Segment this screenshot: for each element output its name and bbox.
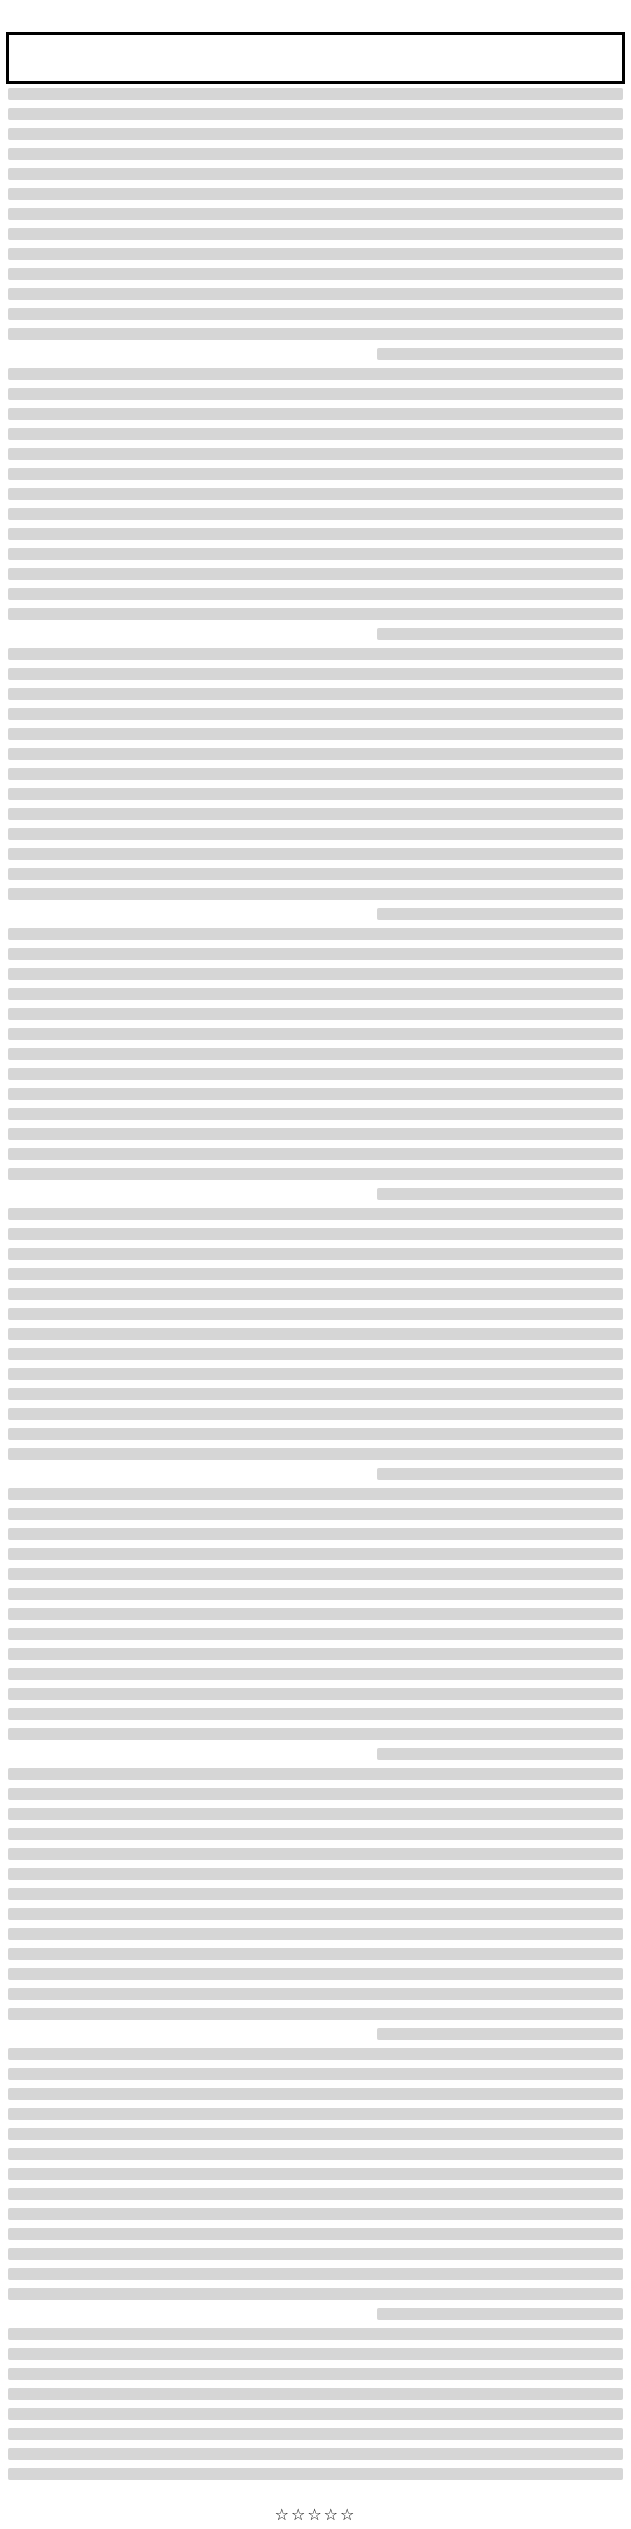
- article-line: [8, 368, 623, 380]
- article-line: [8, 788, 623, 800]
- article-line: [8, 2188, 623, 2200]
- article-line: [8, 1508, 623, 1520]
- article-line: [8, 1808, 623, 1820]
- article-line: [8, 1988, 623, 2000]
- article-line: [377, 2028, 623, 2040]
- article-line: [8, 1388, 623, 1400]
- article-line: [8, 1968, 623, 1980]
- article-line: [8, 1368, 623, 1380]
- article-line: [8, 2228, 623, 2240]
- article-line: [8, 388, 623, 400]
- article-line: [8, 2008, 623, 2020]
- article-line: [8, 2068, 623, 2080]
- article-line: [8, 2288, 623, 2300]
- article-line: [8, 528, 623, 540]
- article-line: [8, 548, 623, 560]
- article-line: [8, 2328, 623, 2340]
- article-line: [8, 728, 623, 740]
- article-line: [8, 2268, 623, 2280]
- article-line: [8, 1528, 623, 1540]
- article-line: [8, 1028, 623, 1040]
- article-line: [8, 1328, 623, 1340]
- article-line: [8, 328, 623, 340]
- article-line: [8, 2468, 623, 2480]
- article-line: [8, 748, 623, 760]
- article-line: [8, 1428, 623, 1440]
- article-line: [377, 1188, 623, 1200]
- clipping-header: [8, 6, 623, 28]
- article-line: [8, 1268, 623, 1280]
- article-line: [8, 508, 623, 520]
- article-line: [8, 1348, 623, 1360]
- article-line: [8, 1948, 623, 1960]
- article-line: [8, 1888, 623, 1900]
- article-line: [8, 2148, 623, 2160]
- article-line: [8, 1148, 623, 1160]
- article-line: [8, 1688, 623, 1700]
- article-body: [8, 88, 623, 2497]
- article-line: [8, 808, 623, 820]
- article-line: [8, 468, 623, 480]
- article-line: [8, 1488, 623, 1500]
- article-line: [8, 268, 623, 280]
- article-line: [8, 1648, 623, 1660]
- article-line: [8, 1908, 623, 1920]
- article-line: [8, 228, 623, 240]
- article-line: [8, 1048, 623, 1060]
- article-line: [8, 948, 623, 960]
- article-line: [8, 1128, 623, 1140]
- article-line: [8, 1708, 623, 1720]
- article-line: [8, 668, 623, 680]
- article-line: [8, 128, 623, 140]
- article-line: [8, 2088, 623, 2100]
- article-line: [8, 1168, 623, 1180]
- article-line: [8, 2048, 623, 2060]
- article-line: [8, 1108, 623, 1120]
- article-line: [8, 1928, 623, 1940]
- article-line: [8, 288, 623, 300]
- article-line: [8, 648, 623, 660]
- article-line: [8, 1608, 623, 1620]
- article-line: [8, 108, 623, 120]
- article-line: [8, 608, 623, 620]
- article-line: [8, 188, 623, 200]
- article-line: [8, 1668, 623, 1680]
- article-line: [8, 1728, 623, 1740]
- article-line: [8, 1288, 623, 1300]
- article-line: [8, 1088, 623, 1100]
- article-line: [8, 768, 623, 780]
- article-line: [8, 1208, 623, 1220]
- article-line: [377, 1748, 623, 1760]
- article-line: [8, 448, 623, 460]
- article-line: [8, 588, 623, 600]
- article-line: [8, 1788, 623, 1800]
- article-line: [8, 2428, 623, 2440]
- article-line: [8, 568, 623, 580]
- headline-banner: [6, 32, 625, 84]
- article-line: [8, 1628, 623, 1640]
- article-line: [8, 428, 623, 440]
- article-line: [8, 988, 623, 1000]
- article-line: [8, 148, 623, 160]
- article-line: [8, 1248, 623, 1260]
- article-line: [8, 2388, 623, 2400]
- article-line: [8, 1448, 623, 1460]
- article-line: [8, 2408, 623, 2420]
- article-line: [8, 1588, 623, 1600]
- article-line: [8, 168, 623, 180]
- article-line: [8, 308, 623, 320]
- article-line: [8, 1568, 623, 1580]
- article-line: [8, 888, 623, 900]
- article-line: [8, 1548, 623, 1560]
- article-line: [8, 408, 623, 420]
- article-line: [8, 2348, 623, 2360]
- article-line: [8, 928, 623, 940]
- article-line: [8, 688, 623, 700]
- article-line: [377, 2308, 623, 2320]
- article-line: [8, 208, 623, 220]
- article-line: [8, 1308, 623, 1320]
- article-line: [8, 1828, 623, 1840]
- article-line: [8, 868, 623, 880]
- article-line: [8, 2448, 623, 2460]
- article-line: [8, 88, 623, 100]
- article-line: [8, 2108, 623, 2120]
- article-line: [8, 1408, 623, 1420]
- article-line: [8, 2248, 623, 2260]
- article-line: [8, 708, 623, 720]
- article-line: [8, 2208, 623, 2220]
- article-line: [377, 628, 623, 640]
- article-line: [8, 2168, 623, 2180]
- article-line: [8, 1228, 623, 1240]
- article-line: [8, 848, 623, 860]
- closing-stars: ☆☆☆☆☆: [274, 2504, 357, 2524]
- article-line: [8, 968, 623, 980]
- article-line: [8, 488, 623, 500]
- article-line: [8, 1768, 623, 1780]
- article-line: [8, 828, 623, 840]
- article-line: [8, 1848, 623, 1860]
- article-line: [8, 2128, 623, 2140]
- article-line: [377, 1468, 623, 1480]
- article-line: [8, 1068, 623, 1080]
- article-line: [8, 248, 623, 260]
- article-line: [377, 348, 623, 360]
- article-line: [8, 1008, 623, 1020]
- article-line: [8, 1868, 623, 1880]
- article-line: [377, 908, 623, 920]
- article-line: [8, 2368, 623, 2380]
